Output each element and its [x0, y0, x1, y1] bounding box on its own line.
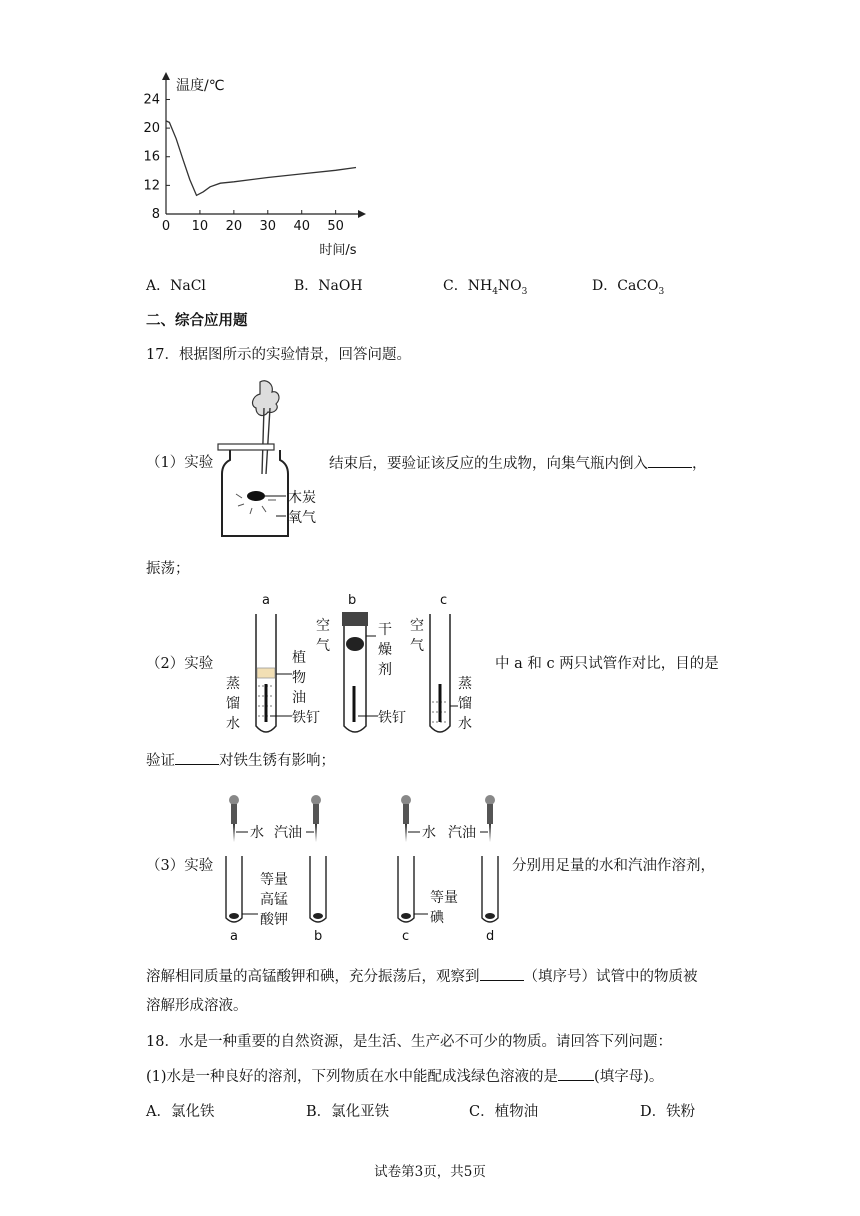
nail-a-label: 铁钉 — [292, 710, 320, 726]
q18-part1-text: (1)水是一种良好的溶剂，下列物质在水中能配成浅绿色溶液的是 — [146, 1069, 559, 1085]
page-footer: 试卷第3页，共5页 — [374, 1164, 486, 1180]
solid-d — [485, 913, 495, 919]
option-a[interactable]: A．NaCl — [146, 278, 206, 294]
kmno4-label-1: 等量 — [260, 872, 288, 888]
distilled-water-a-2: 馏 — [226, 696, 240, 712]
oxygen-label: 氧气 — [288, 510, 316, 526]
air-c-1: 空 — [410, 618, 424, 634]
q17-part2-next — [146, 750, 335, 771]
option-c[interactable]: C．$NH_4NO_3$ — [443, 278, 528, 297]
air-b-1: 空 — [316, 618, 330, 634]
y-axis-label: 温度/℃ — [176, 78, 225, 94]
tube-3d-letter: d — [486, 929, 495, 944]
oil-label-1: 植 — [292, 650, 306, 666]
gasoline-label-right: 汽油 — [448, 825, 476, 841]
q18-part1-tail: (填字母)。 — [594, 1069, 664, 1085]
q17-part2-next-a: 验证 — [146, 753, 175, 769]
tube-3c-letter: c — [402, 929, 410, 944]
q18-stem: 18．水是一种重要的自然资源，是生活、生产必不可少的物质。请回答下列问题： — [146, 1034, 672, 1050]
water-label-left: 水 — [250, 825, 264, 841]
tube-3b-shape — [310, 856, 326, 922]
q17-answer-blank-2[interactable] — [175, 750, 219, 765]
y-tick-label: 16 — [143, 149, 160, 165]
x-axis-arrow — [358, 210, 366, 218]
desiccant-shape — [346, 637, 364, 651]
distilled-water-a-3: 水 — [226, 716, 240, 732]
q18-part1 — [146, 1066, 663, 1087]
q17-part3-next-b: （填序号）试管中的物质被 — [523, 969, 698, 985]
iodine-label-1: 等量 — [430, 890, 458, 906]
charcoal-oxygen-figure — [216, 378, 336, 540]
nail-b-label: 铁钉 — [378, 710, 406, 726]
solid-a — [229, 913, 239, 919]
dissolve-figure — [218, 790, 508, 944]
q17-part2-next-b: 对铁生锈有影响； — [219, 753, 335, 769]
lid-shape — [218, 444, 274, 450]
air-c-2: 气 — [410, 638, 424, 654]
q17-part2-tail: 中 a 和 c 两只试管作对比，目的是 — [495, 656, 719, 672]
dropper-b — [311, 795, 321, 842]
q17-part2-label: （2）实验 — [146, 656, 214, 672]
tube-3c-shape — [398, 856, 414, 922]
q17-part3-tail: 分别用足量的水和汽油作溶剂， — [512, 858, 715, 874]
dropper-d — [485, 795, 495, 842]
q18-option-b[interactable]: B．氯化亚铁 — [306, 1104, 390, 1120]
q17-part3-label: （3）实验 — [146, 858, 214, 874]
kmno4-label-3: 酸钾 — [260, 912, 288, 928]
dry-label-3: 剂 — [378, 662, 392, 678]
tube-3a-letter: a — [230, 929, 238, 944]
x-axis-label: 时间/s — [319, 243, 357, 258]
tube-c-letter: c — [440, 593, 448, 608]
temperature-line — [166, 121, 356, 195]
q17-part1-next: 振荡； — [146, 561, 190, 577]
y-tick-label: 20 — [143, 121, 160, 137]
tube-3a-shape — [226, 856, 242, 922]
q17-answer-blank-3[interactable] — [480, 966, 524, 981]
temperature-chart — [140, 68, 370, 264]
q17-part1-label: （1）实验 — [146, 455, 214, 471]
kmno4-label-2: 高锰 — [260, 892, 288, 908]
section-heading: 二、综合应用题 — [146, 312, 248, 329]
x-tick-label: 30 — [259, 219, 277, 234]
oil-label-3: 油 — [292, 690, 306, 706]
tube-b-letter: b — [348, 593, 357, 608]
x-tick-label: 50 — [327, 219, 344, 234]
q17-part3-next-c: 溶解形成溶液。 — [146, 998, 248, 1014]
hand-shape — [253, 381, 279, 416]
x-tick-label: 20 — [225, 219, 243, 234]
temperature-chart-svg — [140, 68, 370, 264]
y-tick-label: 24 — [143, 92, 160, 108]
rust-test-tubes-figure — [218, 590, 480, 742]
q17-answer-blank-1[interactable] — [648, 453, 692, 468]
q18-answer-blank[interactable] — [558, 1066, 594, 1081]
q18-option-c[interactable]: C．植物油 — [469, 1104, 539, 1120]
q17-part3-next — [146, 966, 698, 987]
y-axis-arrow — [162, 72, 170, 80]
air-b-2: 气 — [316, 638, 330, 654]
stopper-b-shape — [342, 612, 368, 626]
dry-label-2: 燥 — [378, 642, 392, 658]
dry-label-1: 干 — [378, 622, 392, 638]
oil-label-2: 物 — [292, 670, 306, 686]
option-b[interactable]: B．NaOH — [294, 278, 363, 294]
q18-option-a[interactable]: A．氯化铁 — [146, 1104, 215, 1120]
water-label-right: 水 — [422, 825, 436, 841]
tongs-shape — [262, 408, 270, 474]
gasoline-label-left: 汽油 — [274, 825, 302, 841]
q18-option-d[interactable]: D．铁粉 — [640, 1104, 696, 1120]
q17-stem: 17．根据图所示的实验情景，回答问题。 — [146, 347, 411, 363]
charcoal-label: 木炭 — [288, 490, 316, 506]
tube-3b-letter: b — [314, 929, 323, 944]
iodine-label-2: 碘 — [430, 910, 444, 926]
q17-part1-text — [329, 453, 707, 474]
charcoal-shape — [247, 491, 265, 501]
distilled-water-c-3: 水 — [458, 716, 472, 732]
oil-layer-shape — [257, 668, 275, 678]
option-d[interactable]: D．CaCO$_3$ — [592, 278, 665, 297]
q17-part1-comma: ， — [692, 456, 707, 472]
charcoal-oxygen-svg — [216, 378, 336, 540]
q17-part1-tail: 结束后，要验证该反应的生成物，向集气瓶内倒入 — [329, 456, 648, 472]
dropper-a — [229, 795, 239, 842]
distilled-water-a-1: 蒸 — [226, 676, 240, 692]
solid-b — [313, 913, 323, 919]
tube-3d-shape — [482, 856, 498, 922]
distilled-water-c-1: 蒸 — [458, 676, 472, 692]
x-tick-label: 10 — [191, 219, 209, 234]
solid-c — [401, 913, 411, 919]
x-tick-label: 40 — [293, 219, 310, 234]
x-tick-label: 0 — [161, 219, 171, 234]
dissolve-svg — [218, 790, 508, 944]
dropper-c — [401, 795, 411, 842]
q17-part3-next-a: 溶解相同质量的高锰酸钾和碘，充分振荡后，观察到 — [146, 969, 480, 985]
rust-test-tubes-svg — [218, 590, 480, 742]
tube-a-letter: a — [262, 593, 270, 608]
y-tick-label: 8 — [151, 207, 160, 222]
distilled-water-c-2: 馏 — [458, 696, 472, 712]
y-tick-label: 12 — [143, 178, 160, 194]
